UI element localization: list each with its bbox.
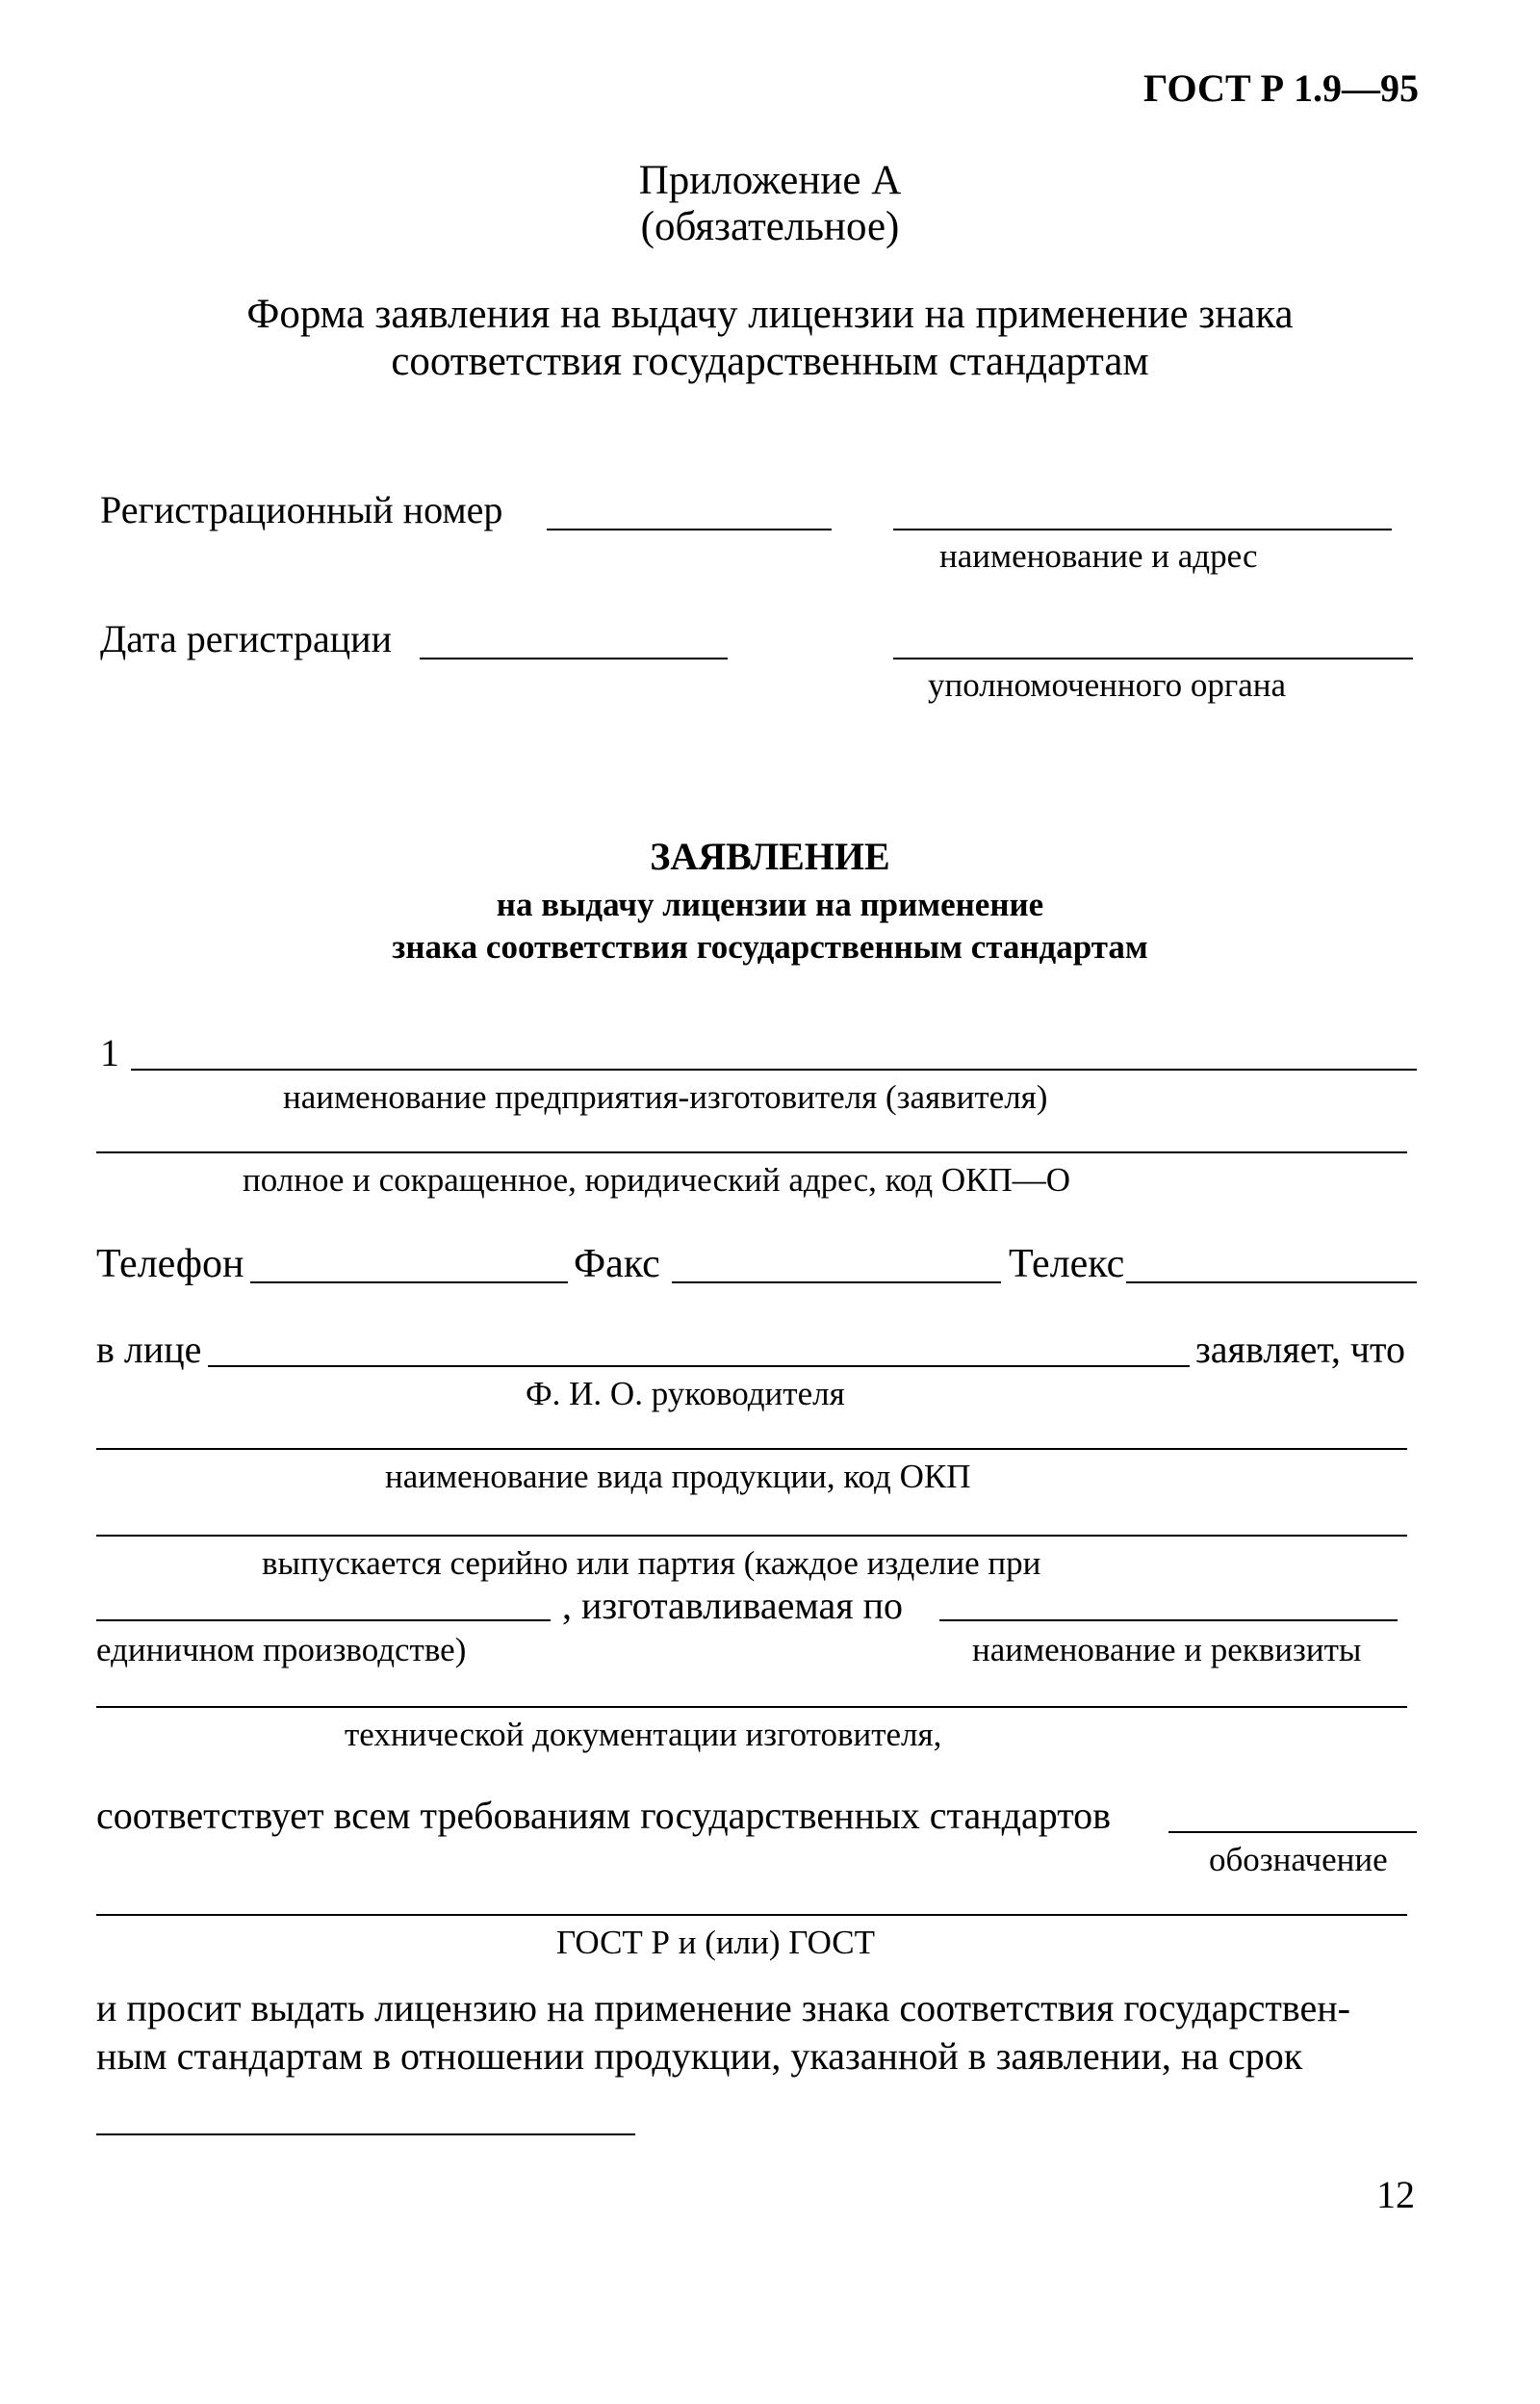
address-caption: полное и сокращенное, юридический адрес, код ОКП—О (243, 1161, 1071, 1199)
techdoc-field[interactable] (96, 1706, 1407, 1708)
standard-designation-field[interactable] (1168, 1831, 1417, 1833)
enterprise-name-field[interactable] (131, 1069, 1417, 1071)
form-title-line2: соответствия государственным стандартам (391, 339, 1149, 384)
complies-text: соответствует всем требованиям государственных стандартов (96, 1794, 1112, 1837)
request-line1: и просит выдать лицензию на применение знака соответствия государствен- (96, 1986, 1350, 2029)
item-number: 1 (100, 1031, 119, 1074)
requisites-caption: наименование и реквизиты (972, 1631, 1362, 1668)
registration-number-label: Регистрационный номер (100, 488, 503, 531)
authority-caption-1: наименование и адрес (939, 537, 1258, 575)
fax-label: Факс (574, 1242, 660, 1286)
fax-field[interactable] (672, 1281, 1001, 1283)
authority-address-field[interactable] (893, 658, 1413, 659)
form-title-line1: Форма заявления на выдачу лицензии на применение знака (246, 292, 1294, 337)
appendix-status: (обязательное) (640, 204, 900, 249)
registration-number-field[interactable] (547, 529, 832, 530)
request-line2: ным стандартам в отношении продукции, указанной в заявлении, на срок (96, 2034, 1303, 2078)
enterprise-caption: наименование предприятия-изготовителя (заявителя) (283, 1078, 1048, 1116)
doc-code: ГОСТ Р 1.9—95 (1143, 66, 1420, 110)
registration-date-label: Дата регистрации (100, 617, 392, 660)
techdoc-caption: технической документации изготовителя, (345, 1716, 942, 1753)
footnote-separator (96, 2133, 635, 2135)
phone-label: Телефон (96, 1242, 244, 1286)
statement-title: ЗАЯВЛЕНИЕ (650, 835, 890, 878)
serial-caption: выпускается серийно или партия (каждое изделие при (262, 1544, 1041, 1582)
designation-caption: обозначение (1209, 1841, 1388, 1878)
head-caption: Ф. И. О. руководителя (526, 1375, 845, 1412)
single-production-field[interactable] (96, 1619, 551, 1621)
telex-field[interactable] (1126, 1281, 1417, 1283)
in-person-label: в лице (96, 1328, 202, 1371)
statement-subtitle-line1: на выдачу лицензии на применение (496, 886, 1044, 923)
declares-label: заявляет, что (1195, 1328, 1405, 1371)
single-production-caption: единичном производстве) (96, 1631, 467, 1668)
statement-subtitle-line2: знака соответствия государственным стандартам (392, 928, 1148, 966)
appendix-title: Приложение А (638, 158, 902, 203)
registration-date-field[interactable] (420, 658, 728, 659)
authority-caption-2: уполномоченного органа (928, 666, 1287, 704)
techdoc-requisites-field[interactable] (939, 1619, 1398, 1621)
phone-field[interactable] (250, 1281, 568, 1283)
head-name-field[interactable] (208, 1365, 1190, 1367)
product-caption: наименование вида продукции, код ОКП (385, 1458, 971, 1495)
telex-label: Телекс (1009, 1242, 1125, 1286)
page-number: 12 (1376, 2173, 1415, 2216)
manufactured-by-label: , изготавливаемая по (562, 1584, 904, 1627)
authority-name-field[interactable] (893, 529, 1392, 530)
gost-caption: ГОСТ Р и (или) ГОСТ (556, 1924, 876, 1961)
product-type-field[interactable] (96, 1448, 1407, 1450)
enterprise-address-field[interactable] (96, 1151, 1407, 1153)
gost-field[interactable] (96, 1914, 1407, 1916)
production-mode-field[interactable] (96, 1535, 1407, 1537)
